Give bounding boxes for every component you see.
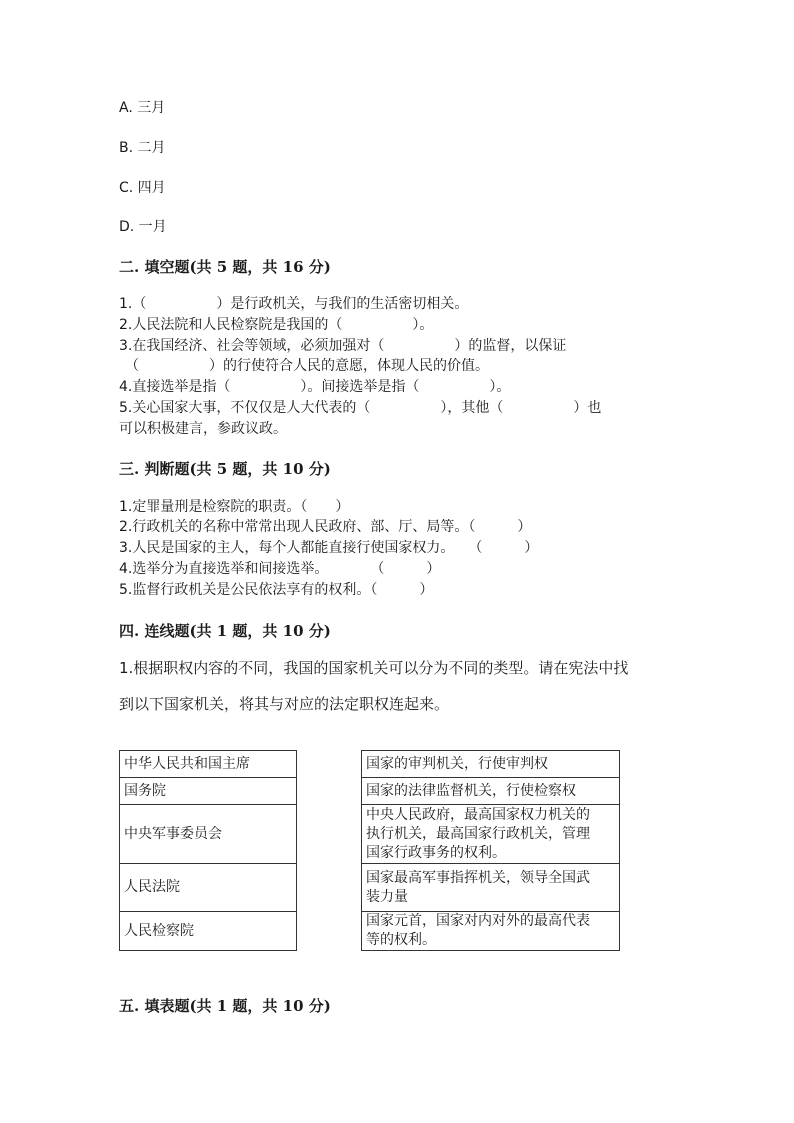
organ-cell: 人民检察院 <box>120 912 297 951</box>
fill-in-line: 可以积极建言，参政议政。 <box>119 421 287 437</box>
section-title-matching: 四. 连线题(共 1 题，共 10 分) <box>119 622 331 640</box>
judgment-line: 5.监督行政机关是公民依法享有的权利。（ ） <box>119 582 434 598</box>
organ-cell: 国务院 <box>120 778 297 805</box>
judgment-line: 1.定罪量刑是检察院的职责。（ ） <box>119 499 350 515</box>
organ-cell: 中央军事委员会 <box>120 805 297 864</box>
power-cell: 国家的审判机关，行使审判权 <box>362 751 620 778</box>
section-title-table-fill: 五. 填表题(共 1 题，共 10 分) <box>119 997 331 1015</box>
fill-in-line: 5.关心国家大事，不仅仅是人大代表的（ ），其他（ ）也 <box>119 400 602 416</box>
powers-table <box>361 750 620 951</box>
power-cell: 中央人民政府，最高国家权力机关的 执行机关，最高国家行政机关，管理 国家行政事务的权利。 <box>362 805 620 864</box>
option-a: A. 三月 <box>119 100 166 116</box>
organ-cell: 中华人民共和国主席 <box>120 751 297 778</box>
organ-cell: 人民法院 <box>120 864 297 912</box>
power-cell: 国家的法律监督机关，行使检察权 <box>362 778 620 805</box>
fill-in-line: （ ）的行使符合人民的意愿，体现人民的价值。 <box>125 358 489 374</box>
fill-in-line: 2.人民法院和人民检察院是我国的（ ）。 <box>119 317 434 333</box>
fill-in-line: 1.（ ）是行政机关，与我们的生活密切相关。 <box>119 296 469 312</box>
matching-question-line: 1.根据职权内容的不同，我国的国家机关可以分为不同的类型。请在宪法中找 <box>119 659 629 677</box>
fill-in-line: 4.直接选举是指（ ）。间接选举是指（ ）。 <box>119 379 511 395</box>
matching-question-line: 到以下国家机关，将其与对应的法定职权连起来。 <box>119 695 450 713</box>
power-cell: 国家最高军事指挥机关，领导全国武 装力量 <box>362 864 620 912</box>
option-d: D. 一月 <box>119 219 167 235</box>
power-cell: 国家元首，国家对内对外的最高代表 等的权利。 <box>362 912 620 951</box>
organs-table <box>119 750 297 951</box>
judgment-line: 4.选举分为直接选举和间接选举。 （ ） <box>119 561 441 577</box>
option-c: C. 四月 <box>119 180 166 196</box>
fill-in-line: 3.在我国经济、社会等领域，必须加强对（ ）的监督，以保证 <box>119 338 567 354</box>
judgment-line: 3.人民是国家的主人，每个人都能直接行使国家权力。 （ ） <box>119 540 539 556</box>
section-title-fill-in: 二. 填空题(共 5 题，共 16 分) <box>119 258 331 276</box>
section-title-judgment: 三. 判断题(共 5 题，共 10 分) <box>119 460 331 478</box>
option-b: B. 二月 <box>119 140 166 156</box>
judgment-line: 2.行政机关的名称中常常出现人民政府、部、厅、局等。（ ） <box>119 519 532 535</box>
